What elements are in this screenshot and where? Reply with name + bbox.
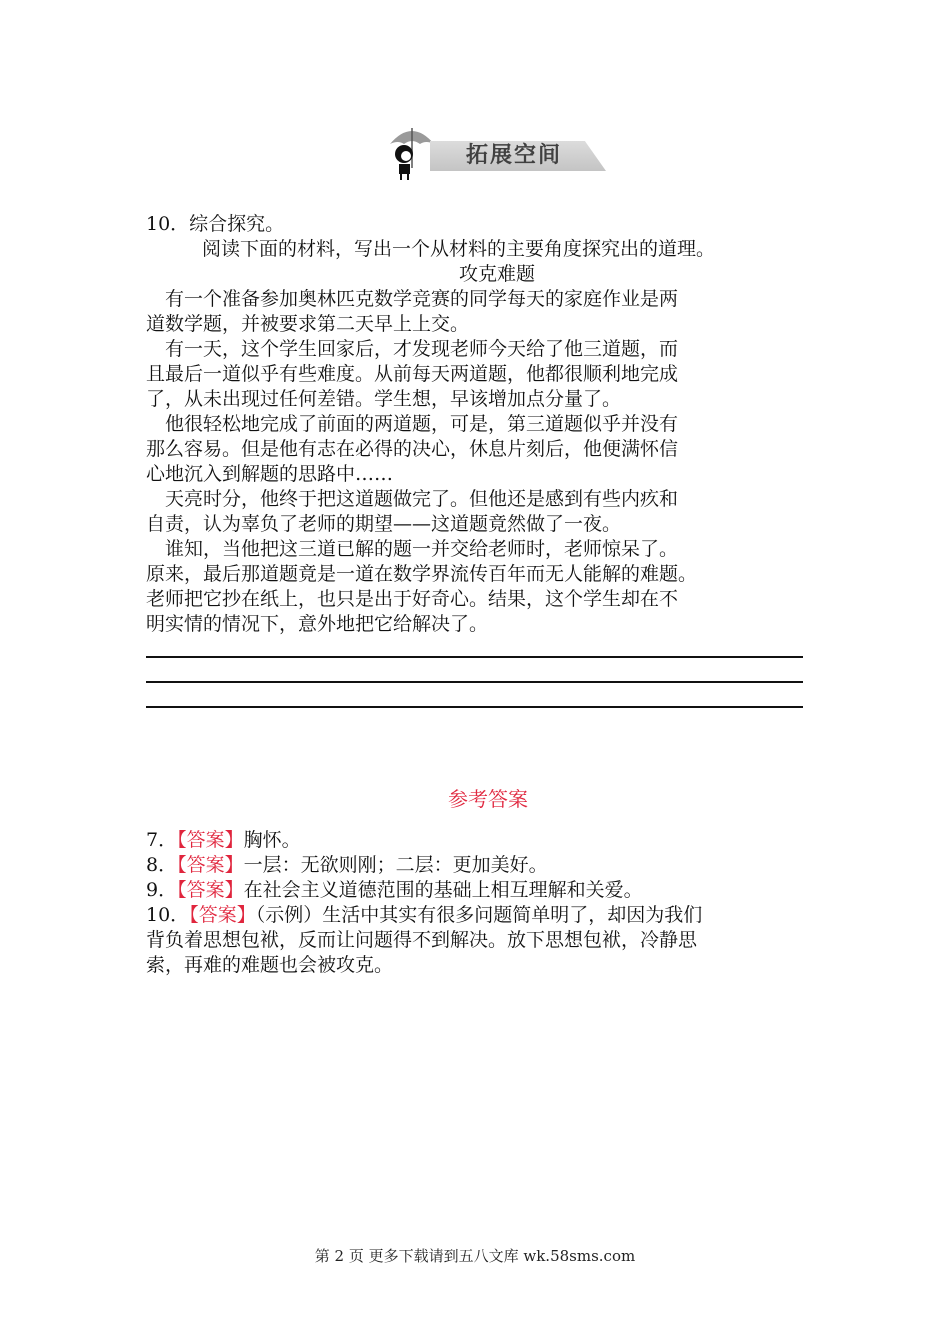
answer-number: 7． (146, 829, 178, 851)
story-line: 道数学题，并被要求第二天早上上交。 (146, 313, 470, 335)
story-line: 有一个准备参加奥林匹克数学竞赛的同学每天的家庭作业是两 (146, 288, 679, 310)
answer-item (146, 853, 810, 878)
answer-number: 10． (146, 904, 190, 926)
answer-number: 9． (146, 879, 178, 901)
story-line: 老师把它抄在纸上，也只是出于好奇心。结果，这个学生却在不 (146, 588, 679, 610)
answer-tag: 【答案】 (177, 879, 244, 901)
story-body (146, 287, 810, 637)
banner-title: 拓展空间 (466, 143, 563, 168)
answer-line[interactable] (146, 681, 803, 683)
answer-text: 在社会主义道德范围的基础上相互理解和关爱。 (243, 879, 643, 901)
question-header: 10．综合探究。 (146, 213, 285, 235)
answer-item (146, 828, 810, 853)
story-line: 他很轻松地完成了前面的两道题，可是，第三道题似乎并没有 (146, 413, 679, 435)
section-banner (382, 120, 612, 182)
story-line: 明实情的情况下，意外地把它给解决了。 (146, 613, 489, 635)
story-line: 了，从未出现过任何差错。学生想，早该增加点分量了。 (146, 388, 622, 410)
answer-continuation: 索，再难的难题也会被攻克。 (146, 954, 394, 976)
answer-tag: 【答案】 (189, 904, 256, 926)
story-line: 原来，最后那道题竟是一道在数学界流传百年而无人能解的难题。 (146, 563, 698, 585)
reference-answers-title: 参考答案 (448, 787, 528, 811)
page-footer: 第 2 页 更多下载请到五八文库 wk.58sms.com (314, 1247, 636, 1265)
question-instruction: 阅读下面的材料，写出一个从材料的主要角度探究出的道理。 (202, 238, 716, 260)
answer-line[interactable] (146, 656, 803, 658)
answers-list (146, 828, 810, 978)
story-line: 心地沉入到解题的思路中…… (146, 463, 394, 485)
answer-item (146, 903, 810, 928)
story-line: 有一天，这个学生回家后，才发现老师今天给了他三道题，而 (146, 338, 679, 360)
answer-line[interactable] (146, 706, 803, 708)
answer-text: 一层：无欲则刚；二层：更加美好。 (243, 854, 548, 876)
answer-text: 胸怀。 (243, 829, 301, 851)
story-line: 且最后一道似乎有些难度。从前每天两道题，他都很顺利地完成 (146, 363, 679, 385)
story-line: 那么容易。但是他有志在必得的决心，休息片刻后，他便满怀信 (146, 438, 679, 460)
story-line: 谁知，当他把这三道已解的题一并交给老师时，老师惊呆了。 (146, 538, 679, 560)
story-line: 天亮时分，他终于把这道题做完了。但他还是感到有些内疚和 (146, 488, 679, 510)
story-title: 攻克难题 (459, 263, 536, 285)
answer-item (146, 878, 810, 903)
answer-tag: 【答案】 (177, 829, 244, 851)
answer-number: 8． (146, 854, 178, 876)
answer-tag: 【答案】 (177, 854, 244, 876)
story-line: 自责，认为辜负了老师的期望——这道题竟然做了一夜。 (146, 513, 622, 535)
answer-continuation: 背负着思想包袱，反而让问题得不到解决。放下思想包袱，冷静思 (146, 929, 698, 951)
answer-text: （示例）生活中其实有很多问题简单明了，却因为我们 (255, 904, 703, 926)
